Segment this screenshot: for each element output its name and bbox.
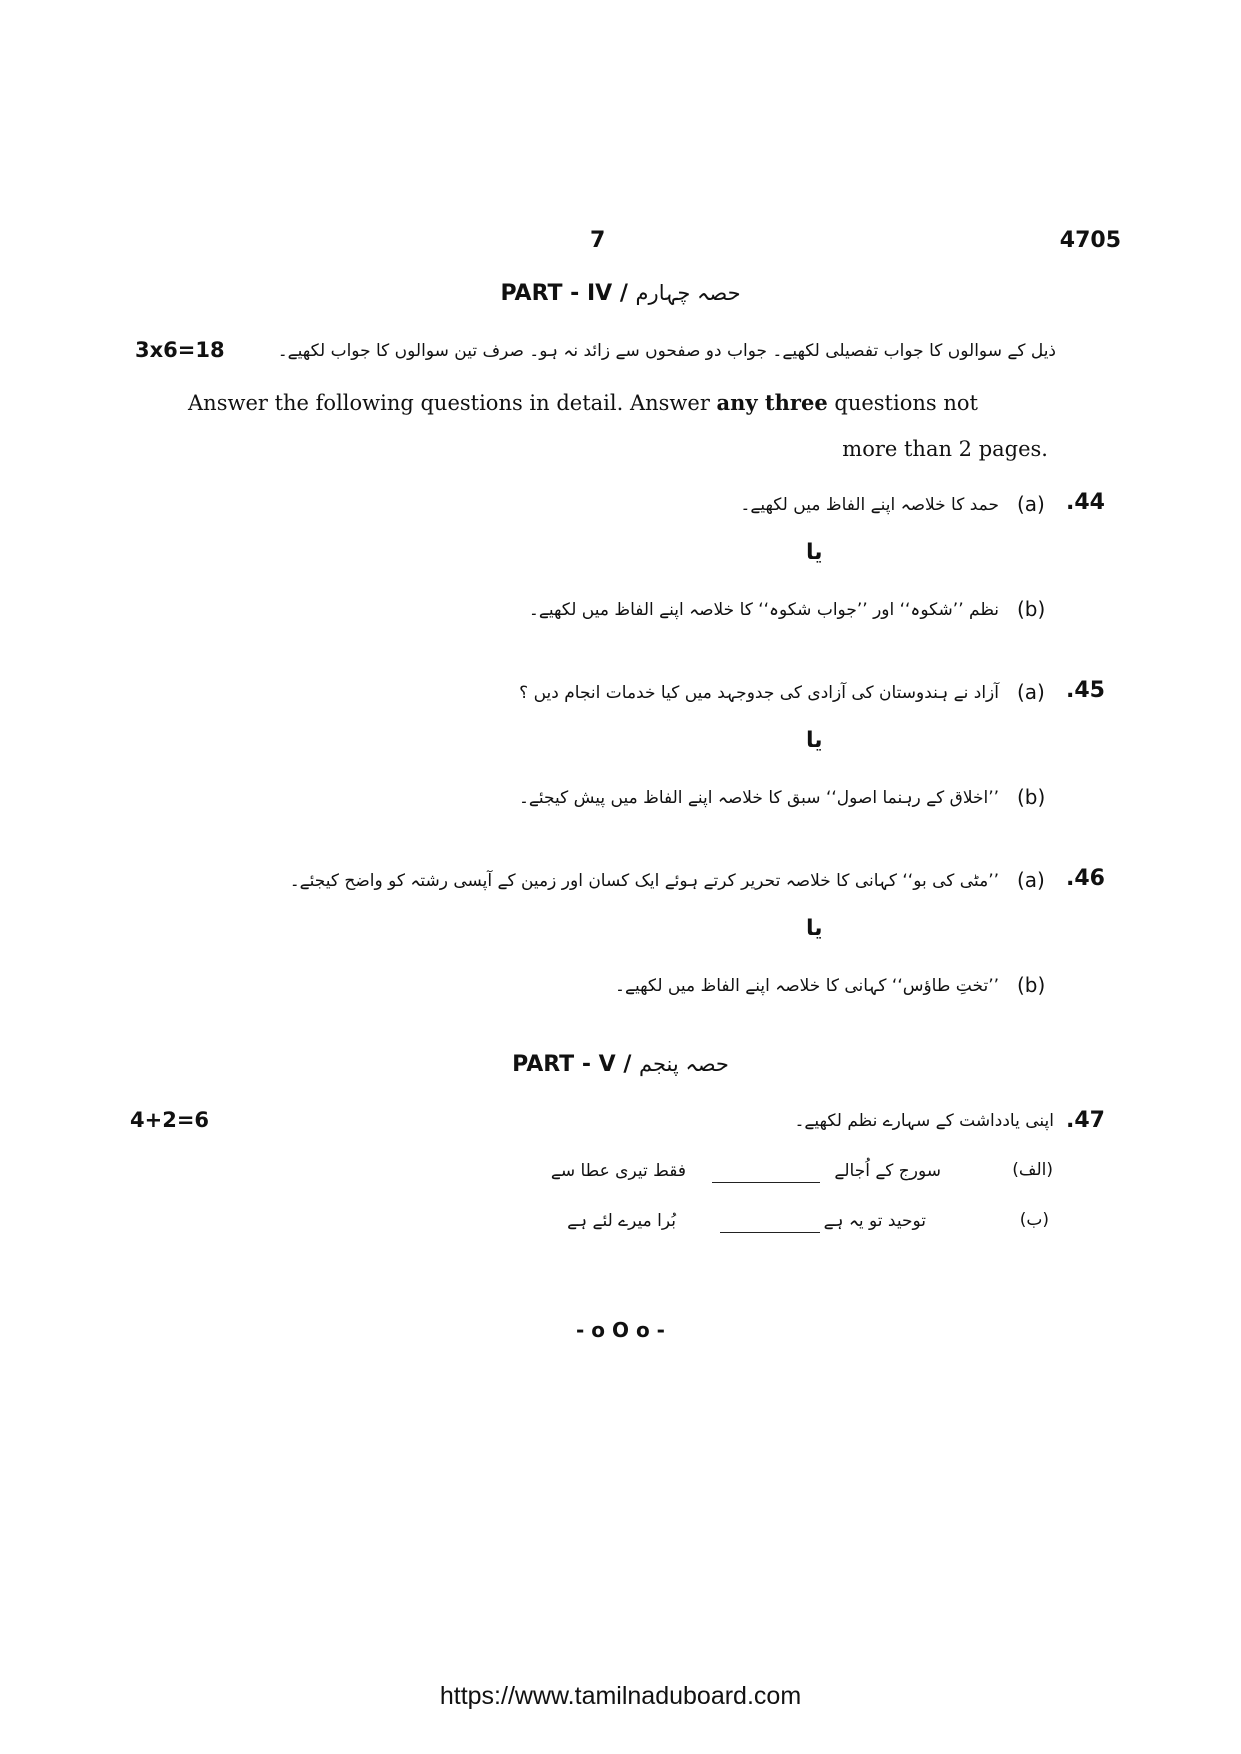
question-44-b-text: نظم ’’شکوہ‘‘ اور ’’جواب شکوہ‘‘ کا خلاصہ اپنے الفاظ میں لکھیے۔ (528, 600, 999, 620)
question-44-b-label: (b) (1017, 597, 1046, 621)
question-46-number: .46 (1066, 866, 1105, 891)
line-a-left: سورج کے اُجالے (834, 1161, 941, 1181)
question-45-or: یا (806, 728, 823, 753)
part4-instruction-en-line2: more than 2 pages. (842, 437, 1048, 461)
line-a-label: (الف) (1012, 1160, 1053, 1180)
part5-title-en: PART - V / (512, 1052, 640, 1077)
part5-title-urdu: حصہ پنجم (639, 1052, 729, 1076)
question-45-a-text: آزاد نے ہندوستان کی آزادی کی جدوجہد میں کیا خدمات انجام دیں ؟ (519, 683, 999, 703)
line-a-right: فقط تیری عطا سے (550, 1161, 686, 1181)
part4-instruction-en (188, 390, 978, 415)
part4-title-urdu: حصہ چہارم (635, 281, 741, 305)
part5-title (0, 1052, 1241, 1077)
question-46-a-text: ’’مٹی کی بو‘‘ کہانی کا خلاصہ تحریر کرتے ہوئے ایک کسان اور زمین کے آپسی رشتہ کو واضح کیجئے۔ (289, 871, 999, 891)
part5-marks: 4+2=6 (130, 1108, 210, 1132)
question-46-b-label: (b) (1017, 973, 1046, 997)
question-45-b-label: (b) (1017, 785, 1046, 809)
part4-marks: 3x6=18 (135, 338, 225, 362)
question-44-a-label: (a) (1017, 492, 1045, 516)
line-b-right: بُرا میرے لئے ہے (567, 1211, 676, 1231)
question-45-b-text: ’’اخلاق کے رہنما اصول‘‘ سبق کا خلاصہ اپنے الفاظ میں پیش کیجئے۔ (518, 788, 999, 808)
question-44-number: .44 (1066, 490, 1105, 515)
question-45-number: .45 (1066, 678, 1105, 703)
question-47-number: .47 (1066, 1108, 1105, 1133)
question-46-a-label: (a) (1017, 868, 1045, 892)
question-45-a-label: (a) (1017, 680, 1045, 704)
paper-code: 4705 (1059, 228, 1121, 253)
question-46-or: یا (806, 916, 823, 941)
end-mark: - o O o - (576, 1318, 665, 1342)
page-number: 7 (590, 228, 606, 253)
footer-url[interactable]: https://www.tamilnaduboard.com (439, 1682, 802, 1710)
question-44-a-text: حمد کا خلاصہ اپنے الفاظ میں لکھیے۔ (740, 495, 999, 515)
line-b-left: توحید تو یہ ہے (823, 1211, 926, 1231)
part4-title-en: PART - IV / (500, 281, 636, 306)
instruction-en-part2: questions not (827, 391, 978, 415)
question-44-or: یا (806, 540, 823, 565)
line-b-blank (720, 1214, 820, 1237)
part4-title (0, 281, 1241, 306)
line-b-label: (ب) (1019, 1210, 1049, 1230)
question-46-b-text: ’’تختِ طاؤس‘‘ کہانی کا خلاصہ اپنے الفاظ میں لکھیے۔ (615, 976, 999, 996)
instruction-en-bold: any three (716, 390, 828, 415)
instruction-en-part1: Answer the following questions in detail. Answer (188, 391, 717, 415)
part4-instruction-urdu: ذیل کے سوالوں کا جواب تفصیلی لکھیے۔ جواب دو صفحوں سے زائد نہ ہو۔ صرف تین سوالوں کا جواب لکھیے۔ (277, 341, 1056, 361)
question-47-text: اپنی یادداشت کے سہارے نظم لکھیے۔ (794, 1111, 1054, 1131)
line-a-blank (712, 1164, 820, 1187)
